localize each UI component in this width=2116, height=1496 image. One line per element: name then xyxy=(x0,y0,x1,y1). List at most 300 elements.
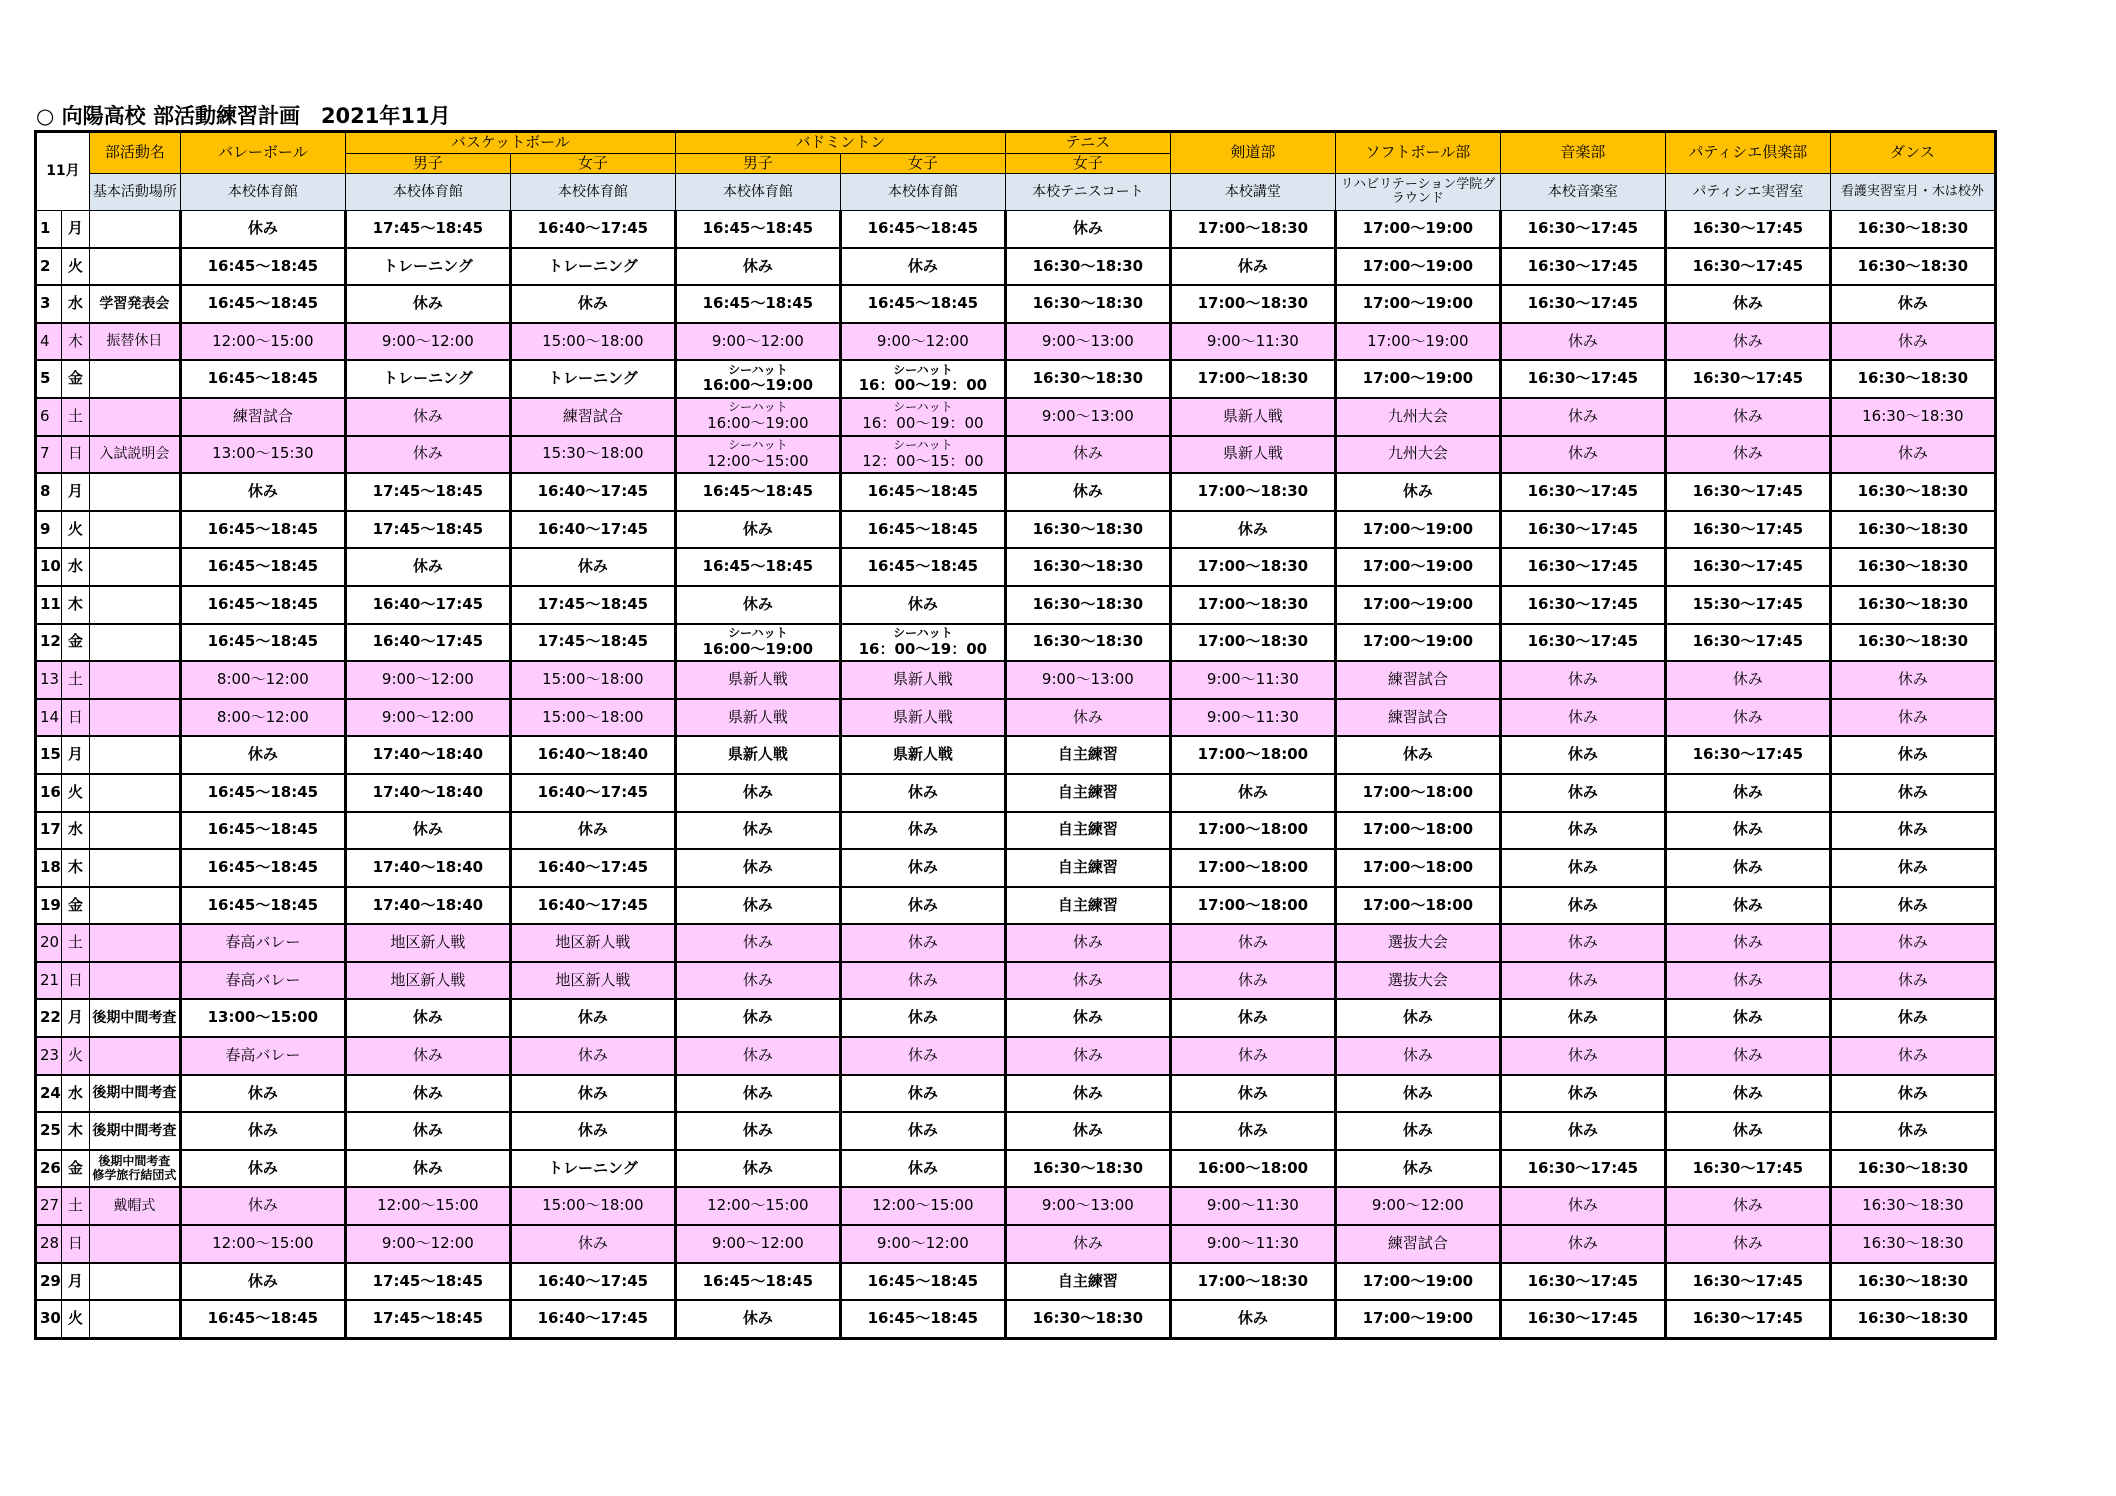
schedule-cell: 17:00～19:00 xyxy=(1335,1263,1500,1301)
day-row xyxy=(36,360,1996,398)
schedule-cell: 休み xyxy=(1500,812,1665,850)
day-row xyxy=(36,1075,1996,1113)
schedule-cell: 16:30～17:45 xyxy=(1500,1300,1665,1338)
day-of-week: 月 xyxy=(61,999,89,1037)
schedule-cell: 休み xyxy=(840,774,1005,812)
schedule-cell: 休み xyxy=(1830,962,1995,1000)
schedule-cell: 16:30～17:45 xyxy=(1500,1150,1665,1188)
club-softball: ソフトボール部 xyxy=(1335,132,1500,174)
day-of-week: 月 xyxy=(61,211,89,248)
schedule-cell: 16:45～18:45 xyxy=(840,1263,1005,1301)
schedule-cell: 15:30～18:00 xyxy=(510,436,675,474)
schedule-cell: シーハット 16:00～19:00 xyxy=(675,360,840,398)
schedule-cell: 17:00～18:00 xyxy=(1335,849,1500,887)
schedule-cell: 15:00～18:00 xyxy=(510,699,675,737)
schedule-cell: 16:45～18:45 xyxy=(180,548,345,586)
schedule-cell: 16:30～18:30 xyxy=(1005,586,1170,624)
schedule-cell: 8:00～12:00 xyxy=(180,699,345,737)
schedule-cell: 休み xyxy=(510,1225,675,1263)
schedule-cell: 16:30～17:45 xyxy=(1500,473,1665,511)
schedule-cell: 17:00～19:00 xyxy=(1335,1300,1500,1338)
schedule-cell: 休み xyxy=(1005,924,1170,962)
schedule-cell: 休み xyxy=(180,736,345,774)
day-number: 28 xyxy=(36,1225,62,1263)
schedule-cell: 16:30～17:45 xyxy=(1665,511,1830,549)
school-event xyxy=(89,211,180,248)
schedule-cell: 休み xyxy=(1170,774,1335,812)
schedule-cell: 17:00～18:30 xyxy=(1170,285,1335,323)
day-of-week: 日 xyxy=(61,699,89,737)
day-number: 29 xyxy=(36,1263,62,1301)
day-row xyxy=(36,511,1996,549)
school-event xyxy=(89,962,180,1000)
place-kendo: 本校講堂 xyxy=(1170,174,1335,211)
schedule-cell: 休み xyxy=(180,473,345,511)
school-event xyxy=(89,736,180,774)
schedule-cell: 九州大会 xyxy=(1335,398,1500,436)
schedule-cell: 16:30～18:30 xyxy=(1005,285,1170,323)
schedule-cell: 休み xyxy=(1500,1037,1665,1075)
schedule-cell: 16:40～17:45 xyxy=(510,473,675,511)
schedule-cell: 休み xyxy=(1500,774,1665,812)
day-number: 1 xyxy=(36,211,62,248)
schedule-cell: 17:40～18:40 xyxy=(345,849,510,887)
schedule-cell: 休み xyxy=(180,1075,345,1113)
schedule-cell: 9:00～13:00 xyxy=(1005,323,1170,361)
schedule-cell: 休み xyxy=(675,511,840,549)
schedule-cell: 休み xyxy=(1665,661,1830,699)
day-row xyxy=(36,248,1996,286)
school-event xyxy=(89,699,180,737)
schedule-cell: 9:00～12:00 xyxy=(840,1225,1005,1263)
schedule-cell: 9:00～11:30 xyxy=(1170,323,1335,361)
schedule-cell: 17:00～18:00 xyxy=(1170,887,1335,925)
schedule-cell: 休み xyxy=(180,1187,345,1225)
schedule-cell: 九州大会 xyxy=(1335,436,1500,474)
day-of-week: 金 xyxy=(61,1150,89,1188)
schedule-cell: 17:00～19:00 xyxy=(1335,511,1500,549)
schedule-cell: 16:30～17:45 xyxy=(1500,360,1665,398)
schedule-cell: 地区新人戦 xyxy=(345,962,510,1000)
day-row xyxy=(36,285,1996,323)
schedule-cell: 休み xyxy=(1335,999,1500,1037)
schedule-cell: 県新人戦 xyxy=(675,736,840,774)
day-row xyxy=(36,586,1996,624)
schedule-cell: 休み xyxy=(840,1112,1005,1150)
schedule-cell: 16:45～18:45 xyxy=(840,473,1005,511)
day-of-week: 日 xyxy=(61,436,89,474)
schedule-cell: 休み xyxy=(840,1075,1005,1113)
school-event: 後期中間考査 xyxy=(89,1075,180,1113)
schedule-cell: 16:30～17:45 xyxy=(1665,360,1830,398)
schedule-cell: 県新人戦 xyxy=(675,699,840,737)
schedule-cell: 休み xyxy=(345,999,510,1037)
schedule-cell: 休み xyxy=(1665,1075,1830,1113)
schedule-cell: 16:30～17:45 xyxy=(1665,473,1830,511)
day-row xyxy=(36,1187,1996,1225)
schedule-cell: 休み xyxy=(180,1112,345,1150)
schedule-cell: 休み xyxy=(1170,1300,1335,1338)
schedule-table xyxy=(34,130,1997,1340)
schedule-cell: 休み xyxy=(675,1075,840,1113)
day-number: 15 xyxy=(36,736,62,774)
day-of-week: 土 xyxy=(61,1187,89,1225)
schedule-cell: 16:40～17:45 xyxy=(510,1300,675,1338)
schedule-cell: 17:00～19:00 xyxy=(1335,285,1500,323)
schedule-cell: 休み xyxy=(1500,924,1665,962)
school-event xyxy=(89,924,180,962)
schedule-cell: シーハット 16:00～19:00 xyxy=(675,398,840,436)
schedule-cell: 休み xyxy=(510,812,675,850)
school-event xyxy=(89,473,180,511)
schedule-cell: 休み xyxy=(1830,436,1995,474)
schedule-cell: 休み xyxy=(1335,1075,1500,1113)
day-number: 22 xyxy=(36,999,62,1037)
school-event: 後期中間考査 修学旅行結団式 xyxy=(89,1150,180,1188)
place-dance: 看護実習室月・木は校外 xyxy=(1830,174,1995,211)
schedule-cell: 16:30～17:45 xyxy=(1665,548,1830,586)
day-row xyxy=(36,1300,1996,1338)
schedule-cell: 自主練習 xyxy=(1005,849,1170,887)
schedule-cell: 16:30～17:45 xyxy=(1665,736,1830,774)
schedule-cell: 休み xyxy=(345,1150,510,1188)
day-of-week: 月 xyxy=(61,1263,89,1301)
schedule-cell: 休み xyxy=(510,999,675,1037)
sub-badminton-male: 男子 xyxy=(675,154,840,174)
schedule-cell: 休み xyxy=(1005,699,1170,737)
schedule-cell: 県新人戦 xyxy=(840,661,1005,699)
school-event xyxy=(89,1300,180,1338)
school-event: 振替休日 xyxy=(89,323,180,361)
schedule-cell: 休み xyxy=(510,1112,675,1150)
day-number: 12 xyxy=(36,624,62,662)
schedule-cell: 休み xyxy=(1005,1225,1170,1263)
schedule-cell: 17:45～18:45 xyxy=(510,624,675,662)
school-event xyxy=(89,248,180,286)
schedule-cell: 休み xyxy=(1500,887,1665,925)
day-number: 10 xyxy=(36,548,62,586)
schedule-cell: 地区新人戦 xyxy=(510,962,675,1000)
schedule-cell: 17:45～18:45 xyxy=(345,211,510,248)
schedule-cell: 16:30～17:45 xyxy=(1665,624,1830,662)
day-row xyxy=(36,436,1996,474)
schedule-cell: 休み xyxy=(1665,849,1830,887)
schedule-cell: トレーニング xyxy=(510,360,675,398)
schedule-cell: 休み xyxy=(1005,211,1170,248)
schedule-cell: 県新人戦 xyxy=(840,699,1005,737)
schedule-cell: 練習試合 xyxy=(510,398,675,436)
schedule-cell: 16:45～18:45 xyxy=(840,1300,1005,1338)
schedule-cell: 休み xyxy=(180,1150,345,1188)
schedule-cell: 16:45～18:45 xyxy=(180,285,345,323)
schedule-cell: 休み xyxy=(1665,699,1830,737)
schedule-cell: 16:30～18:30 xyxy=(1830,1300,1995,1338)
schedule-cell: 9:00～13:00 xyxy=(1005,398,1170,436)
schedule-cell: 17:00～18:00 xyxy=(1335,812,1500,850)
schedule-cell: 休み xyxy=(675,774,840,812)
schedule-cell: 17:00～19:00 xyxy=(1335,624,1500,662)
club-name-label: 部活動名 xyxy=(89,132,180,174)
day-of-week: 水 xyxy=(61,548,89,586)
schedule-cell: 休み xyxy=(840,887,1005,925)
day-number: 14 xyxy=(36,699,62,737)
schedule-cell: 17:00～19:00 xyxy=(1335,248,1500,286)
schedule-cell: 休み xyxy=(1335,473,1500,511)
day-row xyxy=(36,1263,1996,1301)
schedule-cell: 休み xyxy=(675,248,840,286)
place-badminton-male: 本校体育館 xyxy=(675,174,840,211)
schedule-cell: 16:30～17:45 xyxy=(1500,211,1665,248)
schedule-cell: 県新人戦 xyxy=(1170,436,1335,474)
schedule-cell: 休み xyxy=(1500,661,1665,699)
schedule-cell: 16:30～18:30 xyxy=(1830,398,1995,436)
schedule-cell: 16:45～18:45 xyxy=(180,887,345,925)
schedule-cell: 休み xyxy=(1500,1225,1665,1263)
schedule-cell: 休み xyxy=(510,285,675,323)
schedule-cell: 春高バレー xyxy=(180,1037,345,1075)
schedule-cell: 休み xyxy=(345,1075,510,1113)
schedule-cell: 16:45～18:45 xyxy=(180,774,345,812)
schedule-cell: 休み xyxy=(1665,1225,1830,1263)
schedule-cell: 16:40～17:45 xyxy=(510,211,675,248)
schedule-cell: 16:45～18:45 xyxy=(675,211,840,248)
day-row xyxy=(36,1150,1996,1188)
schedule-cell: 休み xyxy=(1005,1112,1170,1150)
schedule-cell: 16:40～17:45 xyxy=(510,511,675,549)
schedule-cell: 県新人戦 xyxy=(840,736,1005,774)
schedule-cell: 県新人戦 xyxy=(675,661,840,699)
schedule-cell: 16:45～18:45 xyxy=(675,548,840,586)
school-event xyxy=(89,887,180,925)
schedule-cell: 休み xyxy=(345,436,510,474)
schedule-cell: 8:00～12:00 xyxy=(180,661,345,699)
day-number: 19 xyxy=(36,887,62,925)
schedule-cell: 16:30～18:30 xyxy=(1830,624,1995,662)
schedule-cell: 16:45～18:45 xyxy=(840,285,1005,323)
schedule-cell: 練習試合 xyxy=(1335,699,1500,737)
schedule-cell: 休み xyxy=(1830,323,1995,361)
schedule-cell: トレーニング xyxy=(510,1150,675,1188)
schedule-cell: 休み xyxy=(180,1263,345,1301)
schedule-cell: 休み xyxy=(1665,436,1830,474)
schedule-cell: 休み xyxy=(1665,398,1830,436)
schedule-cell: 休み xyxy=(675,1037,840,1075)
schedule-cell: 16:30～18:30 xyxy=(1005,624,1170,662)
school-event xyxy=(89,511,180,549)
schedule-cell: 自主練習 xyxy=(1005,812,1170,850)
schedule-cell: 16:30～18:30 xyxy=(1005,248,1170,286)
day-row xyxy=(36,849,1996,887)
schedule-cell: 休み xyxy=(510,1075,675,1113)
schedule-cell: 休み xyxy=(1830,1037,1995,1075)
schedule-cell: 9:00～11:30 xyxy=(1170,1187,1335,1225)
schedule-cell: 17:00～18:30 xyxy=(1170,586,1335,624)
schedule-cell: 16:30～18:30 xyxy=(1830,1187,1995,1225)
schedule-cell: 16:30～17:45 xyxy=(1500,548,1665,586)
schedule-cell: 休み xyxy=(1830,1112,1995,1150)
schedule-cell: 休み xyxy=(1335,736,1500,774)
day-row xyxy=(36,999,1996,1037)
schedule-cell: 16:45～18:45 xyxy=(180,1300,345,1338)
schedule-cell: 16:00～18:00 xyxy=(1170,1150,1335,1188)
schedule-cell: 休み xyxy=(675,887,840,925)
schedule-cell: 9:00～12:00 xyxy=(675,323,840,361)
schedule-cell: 休み xyxy=(1665,999,1830,1037)
schedule-cell: 休み xyxy=(1500,398,1665,436)
schedule-cell: 練習試合 xyxy=(1335,1225,1500,1263)
schedule-cell: 17:45～18:45 xyxy=(510,586,675,624)
school-event xyxy=(89,849,180,887)
day-number: 11 xyxy=(36,586,62,624)
schedule-cell: 12:00～15:00 xyxy=(180,1225,345,1263)
schedule-cell: 9:00～11:30 xyxy=(1170,699,1335,737)
schedule-cell: 9:00～12:00 xyxy=(675,1225,840,1263)
day-of-week: 月 xyxy=(61,473,89,511)
schedule-cell: 休み xyxy=(1170,999,1335,1037)
schedule-cell: 休み xyxy=(840,586,1005,624)
schedule-cell: 休み xyxy=(1500,1112,1665,1150)
day-number: 30 xyxy=(36,1300,62,1338)
schedule-cell: 休み xyxy=(1665,1112,1830,1150)
schedule-cell: 16:30～17:45 xyxy=(1500,248,1665,286)
schedule-cell: 16:40～17:45 xyxy=(510,1263,675,1301)
schedule-cell: 休み xyxy=(1830,736,1995,774)
day-row xyxy=(36,1225,1996,1263)
day-number: 23 xyxy=(36,1037,62,1075)
schedule-cell: 選抜大会 xyxy=(1335,924,1500,962)
school-event xyxy=(89,661,180,699)
schedule-cell: 9:00～12:00 xyxy=(345,323,510,361)
schedule-cell: 16:30～18:30 xyxy=(1005,1150,1170,1188)
schedule-cell: 地区新人戦 xyxy=(345,924,510,962)
club-tennis: テニス xyxy=(1005,132,1170,154)
schedule-cell: 17:45～18:45 xyxy=(345,473,510,511)
day-number: 3 xyxy=(36,285,62,323)
school-event xyxy=(89,774,180,812)
schedule-cell: 17:00～19:00 xyxy=(1335,586,1500,624)
schedule-cell: 16:40～17:45 xyxy=(510,774,675,812)
schedule-cell: 休み xyxy=(1830,774,1995,812)
school-event xyxy=(89,1037,180,1075)
club-music: 音楽部 xyxy=(1500,132,1665,174)
school-event xyxy=(89,1225,180,1263)
schedule-cell: 休み xyxy=(1500,1075,1665,1113)
schedule-cell: 12:00～15:00 xyxy=(345,1187,510,1225)
schedule-cell: 16:30～18:30 xyxy=(1830,1263,1995,1301)
sub-basket-male: 男子 xyxy=(345,154,510,174)
schedule-cell: 16:30～18:30 xyxy=(1830,473,1995,511)
schedule-cell: 9:00～12:00 xyxy=(345,699,510,737)
schedule-cell: 選抜大会 xyxy=(1335,962,1500,1000)
schedule-cell: 休み xyxy=(1005,436,1170,474)
sub-tennis-female: 女子 xyxy=(1005,154,1170,174)
schedule-cell: 休み xyxy=(1665,962,1830,1000)
school-event xyxy=(89,586,180,624)
schedule-cell: 17:00～18:30 xyxy=(1170,211,1335,248)
day-of-week: 木 xyxy=(61,323,89,361)
day-row xyxy=(36,211,1996,248)
day-of-week: 火 xyxy=(61,774,89,812)
day-of-week: 木 xyxy=(61,849,89,887)
schedule-cell: 17:40～18:40 xyxy=(345,736,510,774)
schedule-cell: 16:30～18:30 xyxy=(1005,360,1170,398)
schedule-cell: 16:30～18:30 xyxy=(1830,548,1995,586)
day-of-week: 火 xyxy=(61,1300,89,1338)
schedule-cell: 休み xyxy=(345,398,510,436)
day-row xyxy=(36,661,1996,699)
schedule-cell: 16:40～17:45 xyxy=(510,849,675,887)
schedule-cell: 16:45～18:45 xyxy=(675,285,840,323)
schedule-cell: 9:00～12:00 xyxy=(840,323,1005,361)
schedule-cell: 12:00～15:00 xyxy=(675,1187,840,1225)
schedule-cell: 休み xyxy=(840,999,1005,1037)
schedule-cell: 17:00～18:00 xyxy=(1170,736,1335,774)
day-of-week: 水 xyxy=(61,1075,89,1113)
schedule-cell: 16:30～18:30 xyxy=(1830,360,1995,398)
schedule-cell: 休み xyxy=(1830,699,1995,737)
schedule-cell: 16:45～18:45 xyxy=(840,511,1005,549)
schedule-cell: 休み xyxy=(1500,1187,1665,1225)
day-of-week: 木 xyxy=(61,586,89,624)
schedule-cell: 16:45～18:45 xyxy=(840,548,1005,586)
schedule-cell: 休み xyxy=(1665,1037,1830,1075)
schedule-cell: 休み xyxy=(675,1300,840,1338)
schedule-cell: 休み xyxy=(675,586,840,624)
schedule-cell: 休み xyxy=(510,548,675,586)
schedule-cell: 17:00～18:30 xyxy=(1170,1263,1335,1301)
day-number: 7 xyxy=(36,436,62,474)
club-volleyball: バレーボール xyxy=(180,132,345,174)
day-row xyxy=(36,887,1996,925)
place-basket-male: 本校体育館 xyxy=(345,174,510,211)
day-row xyxy=(36,398,1996,436)
day-of-week: 火 xyxy=(61,511,89,549)
place-tennis: 本校テニスコート xyxy=(1005,174,1170,211)
schedule-cell: 休み xyxy=(840,1150,1005,1188)
sub-badminton-female: 女子 xyxy=(840,154,1005,174)
schedule-cell: 休み xyxy=(1665,812,1830,850)
schedule-cell: 16:30～18:30 xyxy=(1830,248,1995,286)
school-event: 入試説明会 xyxy=(89,436,180,474)
schedule-cell: 休み xyxy=(1170,511,1335,549)
schedule-cell: シーハット 16：00～19：00 xyxy=(840,360,1005,398)
schedule-cell: 休み xyxy=(675,924,840,962)
schedule-cell: シーハット 12：00～15：00 xyxy=(840,436,1005,474)
day-row xyxy=(36,736,1996,774)
schedule-cell: 休み xyxy=(840,924,1005,962)
schedule-cell: 16:45～18:45 xyxy=(180,586,345,624)
club-basketball: バスケットボール xyxy=(345,132,675,154)
schedule-cell: 休み xyxy=(345,812,510,850)
schedule-cell: 16:45～18:45 xyxy=(675,473,840,511)
schedule-cell: 17:00～18:00 xyxy=(1170,849,1335,887)
day-row xyxy=(36,323,1996,361)
club-kendo: 剣道部 xyxy=(1170,132,1335,174)
schedule-cell: 9:00～12:00 xyxy=(345,1225,510,1263)
schedule-cell: 17:00～18:30 xyxy=(1170,548,1335,586)
schedule-cell: 県新人戦 xyxy=(1170,398,1335,436)
school-event: 学習発表会 xyxy=(89,285,180,323)
day-of-week: 金 xyxy=(61,887,89,925)
day-of-week: 土 xyxy=(61,398,89,436)
schedule-cell: 休み xyxy=(675,849,840,887)
schedule-cell: 16:30～17:45 xyxy=(1500,511,1665,549)
day-number: 18 xyxy=(36,849,62,887)
day-of-week: 火 xyxy=(61,248,89,286)
schedule-cell: トレーニング xyxy=(345,248,510,286)
schedule-cell: 17:00～18:00 xyxy=(1335,887,1500,925)
day-number: 9 xyxy=(36,511,62,549)
